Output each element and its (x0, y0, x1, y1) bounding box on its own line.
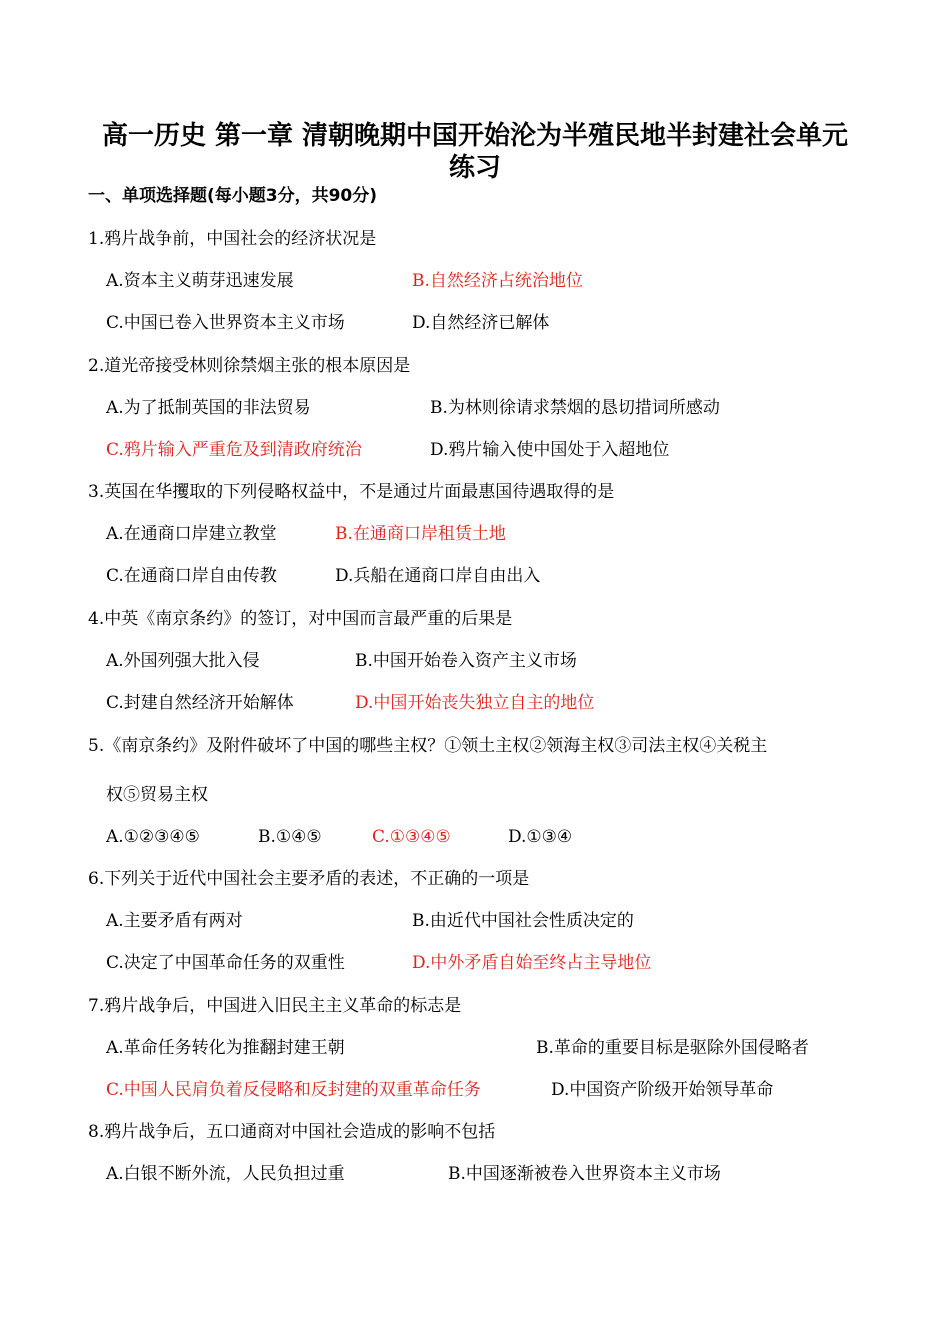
q4-option-d-answer: D.中国开始丧失独立自主的地位 (355, 693, 595, 713)
q3-stem: 3.英国在华攫取的下列侵略权益中，不是通过片面最惠国待遇取得的是 (88, 482, 615, 502)
title-line-2: 练习 (448, 153, 501, 183)
q5-option-a: A.①②③④⑤ (106, 827, 200, 847)
q2-option-b: B.为林则徐请求禁烟的恳切措词所感动 (430, 398, 720, 418)
q5-option-c-answer: C.①③④⑤ (372, 827, 451, 847)
q7-option-d: D.中国资产阶级开始领导革命 (551, 1080, 774, 1100)
q1-stem: 1.鸦片战争前，中国社会的经济状况是 (88, 229, 377, 249)
q5-stem-line-2: 权⑤贸易主权 (106, 785, 208, 805)
q5-stem-line-1: 5.《南京条约》及附件破坏了中国的哪些主权？①领土主权②领海主权③司法主权④关税主 (88, 736, 768, 756)
q1-option-b-answer: B.自然经济占统治地位 (412, 271, 583, 291)
q4-stem: 4.中英《南京条约》的签订，对中国而言最严重的后果是 (88, 609, 513, 629)
q1-option-c: C.中国已卷入世界资本主义市场 (106, 313, 345, 333)
q8-stem: 8.鸦片战争后，五口通商对中国社会造成的影响不包括 (88, 1122, 496, 1142)
q2-option-a: A.为了抵制英国的非法贸易 (106, 398, 311, 418)
q3-option-a: A.在通商口岸建立教堂 (106, 524, 277, 544)
q6-option-b: B.由近代中国社会性质决定的 (412, 911, 634, 931)
section-heading: 一、单项选择题(每小题3分，共90分) (88, 186, 378, 206)
q5-option-b: B.①④⑤ (258, 827, 322, 847)
q2-stem: 2.道光帝接受林则徐禁烟主张的根本原因是 (88, 356, 411, 376)
q7-option-a: A.革命任务转化为推翻封建王朝 (106, 1038, 345, 1058)
q6-option-d-answer: D.中外矛盾自始至终占主导地位 (412, 953, 652, 973)
q1-option-a: A.资本主义萌芽迅速发展 (106, 271, 294, 291)
q7-option-b: B.革命的重要目标是驱除外国侵略者 (536, 1038, 809, 1058)
q3-option-d: D.兵船在通商口岸自由出入 (335, 566, 541, 586)
document-title (80, 120, 870, 184)
q3-option-b-answer: B.在通商口岸租赁土地 (335, 524, 506, 544)
q7-option-c-answer: C.中国人民肩负着反侵略和反封建的双重革命任务 (106, 1080, 481, 1100)
q8-option-b: B.中国逐渐被卷入世界资本主义市场 (448, 1164, 721, 1184)
q4-option-c: C.封建自然经济开始解体 (106, 693, 294, 713)
q6-stem: 6.下列关于近代中国社会主要矛盾的表述，不正确的一项是 (88, 869, 530, 889)
q4-option-b: B.中国开始卷入资产主义市场 (355, 651, 577, 671)
q8-option-a: A.白银不断外流，人民负担过重 (106, 1164, 345, 1184)
q1-option-d: D.自然经济已解体 (412, 313, 550, 333)
q5-option-d: D.①③④ (508, 827, 573, 847)
q4-option-a: A.外国列强大批入侵 (106, 651, 260, 671)
q3-option-c: C.在通商口岸自由传教 (106, 566, 277, 586)
q6-option-c: C.决定了中国革命任务的双重性 (106, 953, 345, 973)
q2-option-d: D.鸦片输入使中国处于入超地位 (430, 440, 670, 460)
q2-option-c-answer: C.鸦片输入严重危及到清政府统治 (106, 440, 362, 460)
q7-stem: 7.鸦片战争后，中国进入旧民主主义革命的标志是 (88, 996, 462, 1016)
title-line-1: 高一历史 第一章 清朝晚期中国开始沦为半殖民地半封建社会单元 (101, 121, 849, 151)
q6-option-a: A.主要矛盾有两对 (106, 911, 243, 931)
